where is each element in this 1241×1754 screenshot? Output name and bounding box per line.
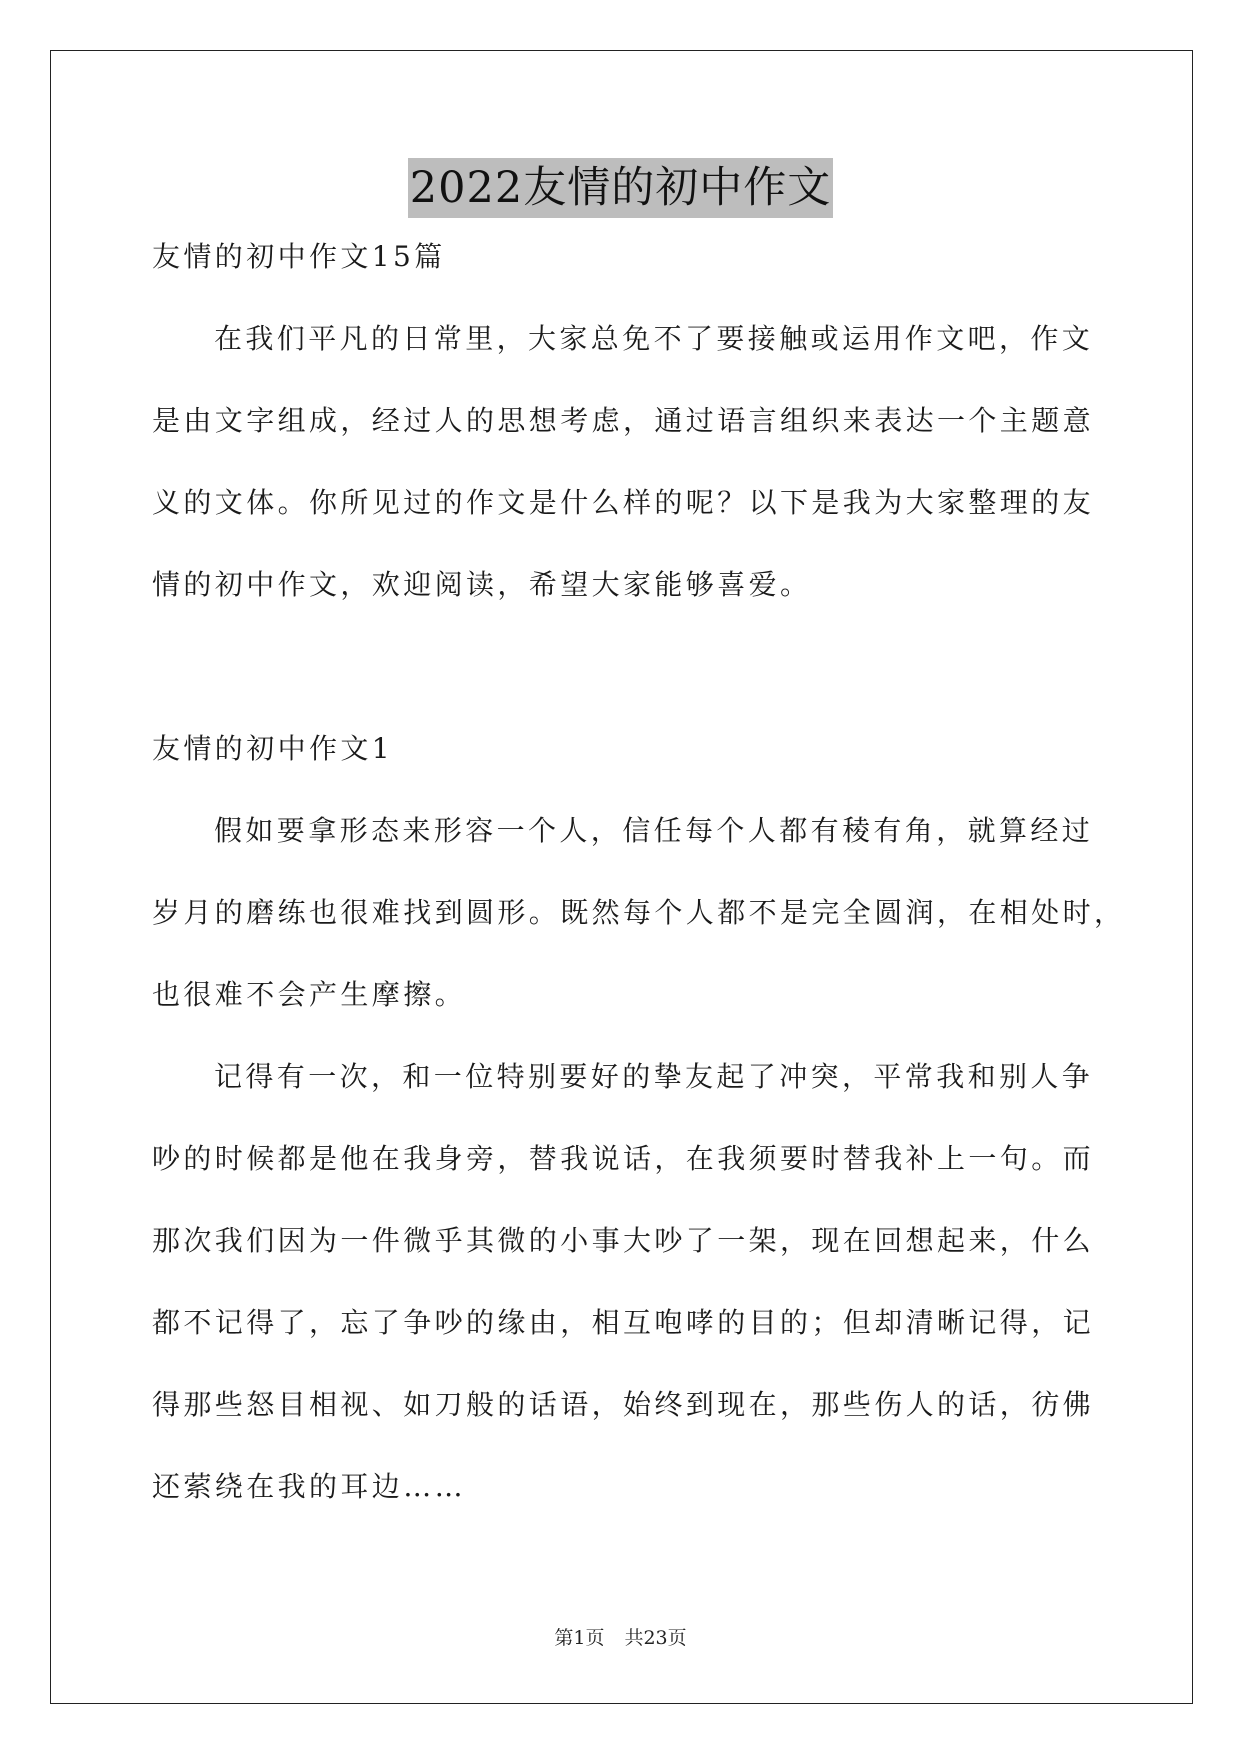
paragraph-line: 岁月的磨练也很难找到圆形。既然每个人都不是完全圆润，在相处时， (152, 896, 1126, 929)
paragraph-line: 还萦绕在我的耳边…… (152, 1470, 467, 1503)
title-container (0, 158, 1241, 218)
paragraph-line: 那次我们因为一件微乎其微的小事大吵了一架，现在回想起来，什么 (152, 1224, 1095, 1257)
page-footer (0, 1626, 1241, 1650)
intro-line: 是由文字组成，经过人的思想考虑，通过语言组织来表达一个主题意 (152, 404, 1095, 437)
paragraph-line: 得那些怒目相视、如刀般的话语，始终到现在，那些伤人的话，彷佛 (152, 1388, 1095, 1421)
document-subtitle: 友情的初中作文15篇 (152, 240, 446, 273)
page-total: 共23页 (624, 1627, 687, 1649)
paragraph-line: 记得有一次，和一位特别要好的挚友起了冲突，平常我和别人争 (214, 1060, 1094, 1093)
intro-line: 在我们平凡的日常里，大家总免不了要接触或运用作文吧，作文 (214, 322, 1094, 355)
page-number: 第1页 (554, 1627, 605, 1649)
paragraph-line: 也很难不会产生摩擦。 (152, 978, 467, 1011)
document-title: 2022友情的初中作文 (408, 158, 833, 218)
paragraph-line: 吵的时候都是他在我身旁，替我说话，在我须要时替我补上一句。而 (152, 1142, 1095, 1175)
paragraph-line: 假如要拿形态来形容一个人，信任每个人都有稜有角，就算经过 (214, 814, 1094, 847)
blank-line (152, 647, 1092, 729)
document-body (152, 237, 1126, 1549)
intro-line: 情的初中作文，欢迎阅读，希望大家能够喜爱。 (152, 568, 812, 601)
paragraph-line: 都不记得了，忘了争吵的缘由，相互咆哮的目的；但却清晰记得，记 (152, 1306, 1095, 1339)
intro-line: 义的文体。你所见过的作文是什么样的呢？以下是我为大家整理的友 (152, 486, 1095, 519)
section-heading: 友情的初中作文1 (152, 732, 394, 765)
